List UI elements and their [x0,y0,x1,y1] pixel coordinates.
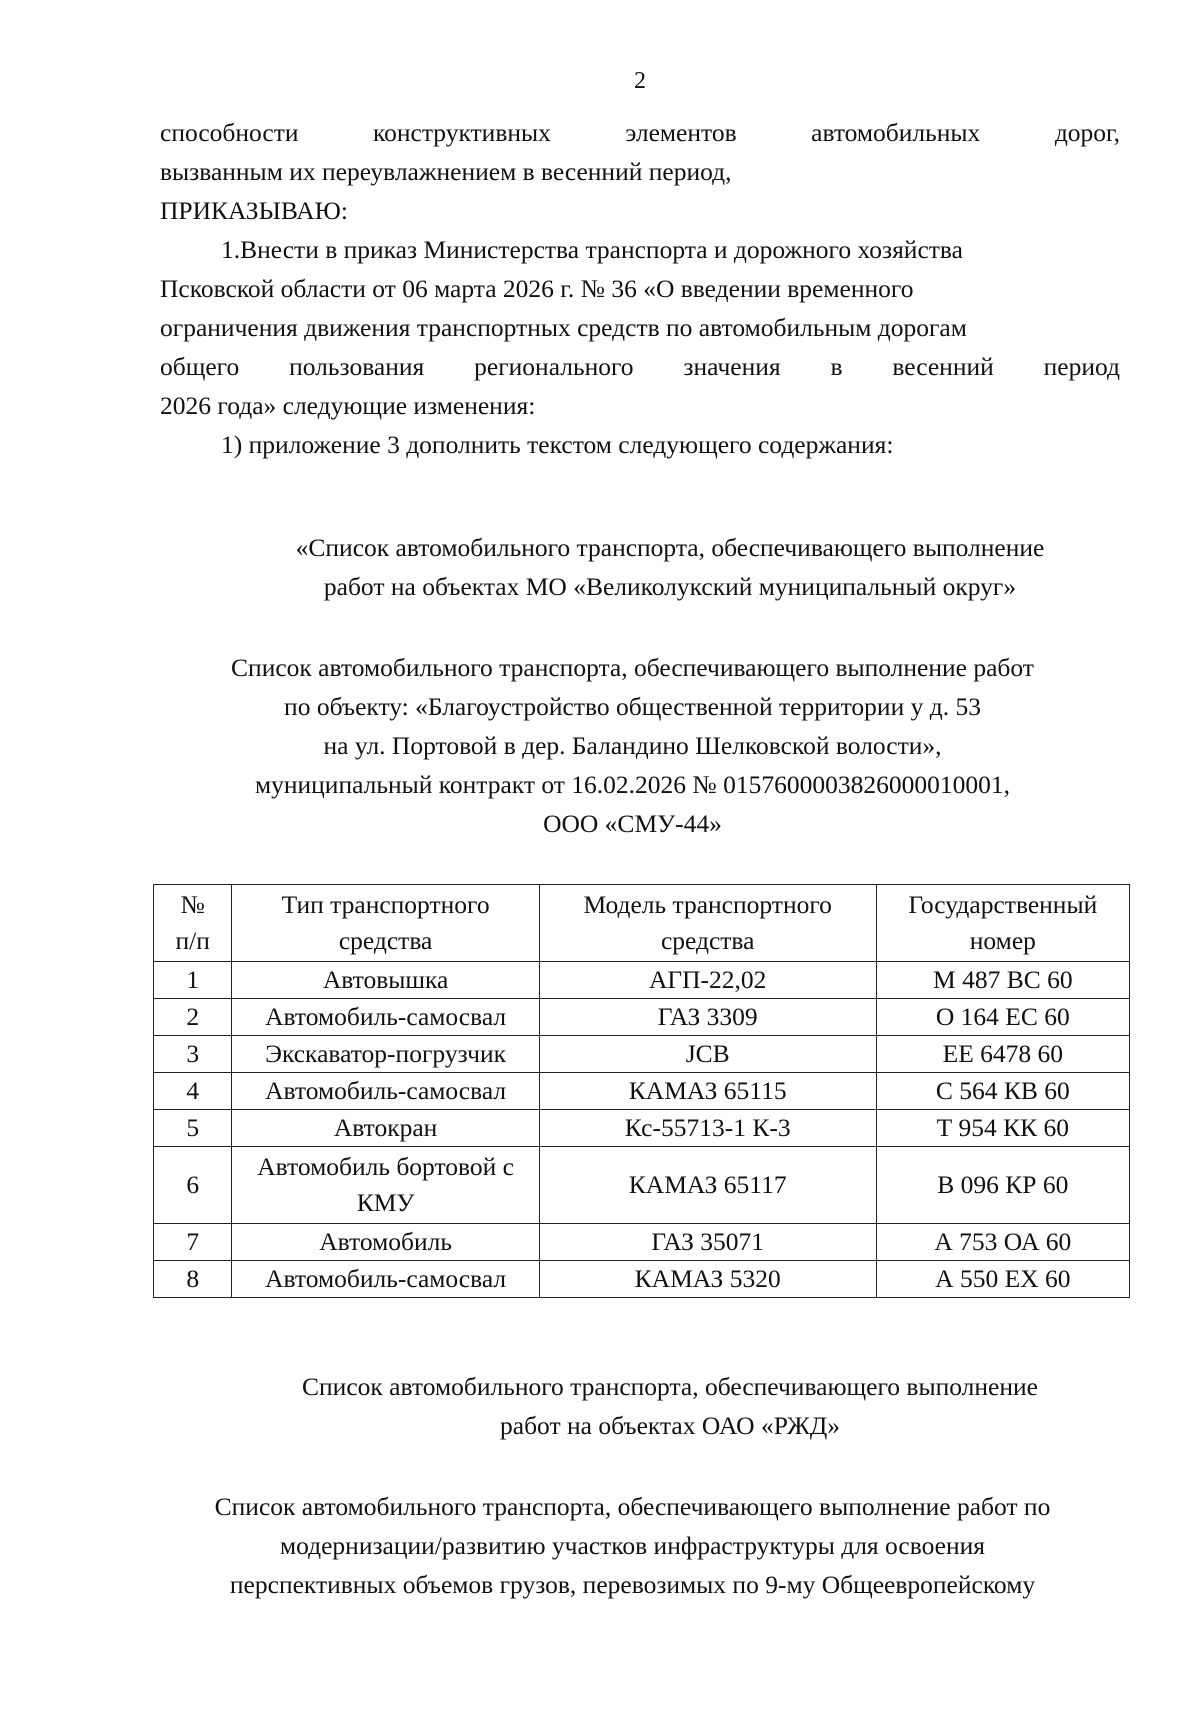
section-heading-line: работ на объектах МО «Великолукский муниципальный округ» [323,572,1017,601]
table-header-row [154,885,1130,962]
rzd-heading-line: Список автомобильного транспорта, обеспечивающего выполнение работ по [214,1492,1051,1521]
header-text: номер [969,926,1036,955]
cell-plate: ЕЕ 6478 60 [876,1036,1129,1073]
page-number: 2 [634,68,646,94]
cell-model: JCB [539,1036,876,1073]
header-text: средства [338,926,433,955]
header-vehicle-model [539,885,876,962]
table-row [154,1147,1130,1224]
item-1-line-3: ограничения движения транспортных средств по автомобильным дорогам [160,313,967,342]
cell-type: Автокран [232,1110,539,1147]
cell-number: 6 [154,1147,232,1224]
header-text: Государственный [908,890,1098,919]
intro-line-1 [160,113,1120,152]
table-row [154,1036,1130,1073]
cell-model: КАМАЗ 65117 [539,1147,876,1224]
vehicles-table [153,884,1130,1298]
cell-type: Автомобиль [232,1224,539,1261]
item-1-line-5: 2026 года» следующие изменения: [160,391,536,420]
table-row [154,1224,1130,1261]
cell-model: ГАЗ 35071 [539,1224,876,1261]
section-heading-line: «Список автомобильного транспорта, обеспечивающего выполнение [295,533,1045,562]
item-1-word: регионального [474,352,634,381]
intro-line-2: вызванным их переувлажнением в весенний период, [160,157,732,186]
cell-number: 3 [154,1036,232,1073]
item-1-line-4 [160,347,1120,386]
item-1-word: общего [160,352,240,381]
object-heading-line: муниципальный контракт от 16.02.2026 № 0157600003826000010001, [254,770,1011,799]
cell-model: ГАЗ 3309 [539,999,876,1036]
item-1-word: период [1043,352,1120,381]
cell-type: Автомобиль-самосвал [232,1073,539,1110]
cell-plate: С 564 КВ 60 [876,1073,1129,1110]
item-1-word: в [830,352,843,381]
cell-type-line: Автомобиль бортовой с [257,1152,514,1181]
cell-type: Экскаватор-погрузчик [232,1036,539,1073]
section-heading-line: Список автомобильного транспорта, обеспечивающего выполнение [302,1372,1038,1401]
cell-model: КАМАЗ 5320 [539,1261,876,1298]
header-text: средства [660,926,755,955]
header-number [154,885,232,962]
table-row [154,962,1130,999]
cell-plate: О 164 ЕС 60 [876,999,1129,1036]
header-text: № [180,890,205,919]
intro-word: способности [160,118,299,147]
item-1-line-1: 1.Внести в приказ Министерства транспорта и дорожного хозяйства [221,235,963,264]
cell-model: Кс-55713-1 К-3 [539,1110,876,1147]
rzd-list-heading [140,1487,1125,1604]
object-heading-line: Список автомобильного транспорта, обеспечивающего выполнение работ [231,653,1034,682]
object-heading-line: на ул. Портовой в дер. Баландино Шелковской волости», [323,731,942,760]
cell-model: АГП-22,02 [539,962,876,999]
object-list-heading [140,648,1125,843]
table-row [154,1073,1130,1110]
table-row [154,999,1130,1036]
cell-plate: М 487 ВС 60 [876,962,1129,999]
intro-word: конструктивных [373,118,551,147]
item-1-word: пользования [289,352,425,381]
intro-word: дорог, [1054,118,1120,147]
cell-number: 8 [154,1261,232,1298]
cell-plate: А 753 ОА 60 [876,1224,1129,1261]
cell-type [232,1147,539,1224]
subitem-1: 1) приложение 3 дополнить текстом следующего содержания: [221,430,894,459]
cell-plate: Т 954 КК 60 [876,1110,1129,1147]
cell-model: КАМАЗ 65115 [539,1073,876,1110]
table-row [154,1110,1130,1147]
object-heading-line: по объекту: «Благоустройство общественной территории у д. 53 [284,692,981,721]
section-heading-line: работ на объектах ОАО «РЖД» [500,1411,840,1440]
header-text: Тип транспортного [281,890,490,919]
section-heading-mo [240,528,1100,606]
header-text: Модель транспортного [583,890,832,919]
cell-plate: В 096 КР 60 [876,1147,1129,1224]
table-row [154,1261,1130,1298]
cell-number: 1 [154,962,232,999]
cell-plate: А 550 ЕХ 60 [876,1261,1129,1298]
rzd-heading-line: перспективных объемов грузов, перевозимых по 9-му Общеевропейскому [229,1570,1036,1599]
intro-word: элементов [625,118,737,147]
intro-word: автомобильных [811,118,981,147]
header-vehicle-type [232,885,539,962]
header-registration-number [876,885,1129,962]
cell-type-line: КМУ [356,1188,415,1217]
section-heading-rzd [240,1367,1100,1445]
item-1-word: значения [683,352,781,381]
cell-number: 2 [154,999,232,1036]
cell-number: 4 [154,1073,232,1110]
cell-number: 7 [154,1224,232,1261]
cell-type: Автовышка [232,962,539,999]
order-body [160,113,1120,464]
cell-type: Автомобиль-самосвал [232,1261,539,1298]
cell-type: Автомобиль-самосвал [232,999,539,1036]
contractor-name: ООО «СМУ-44» [543,809,722,838]
cell-number: 5 [154,1110,232,1147]
rzd-heading-line: модернизации/развитию участков инфраструктуры для освоения [279,1531,986,1560]
order-word: ПРИКАЗЫВАЮ: [160,196,348,225]
item-1-line-2: Псковской области от 06 марта 2026 г. № 36 «О введении временного [160,274,914,303]
item-1-word: весенний [892,352,994,381]
header-text: п/п [175,926,210,955]
